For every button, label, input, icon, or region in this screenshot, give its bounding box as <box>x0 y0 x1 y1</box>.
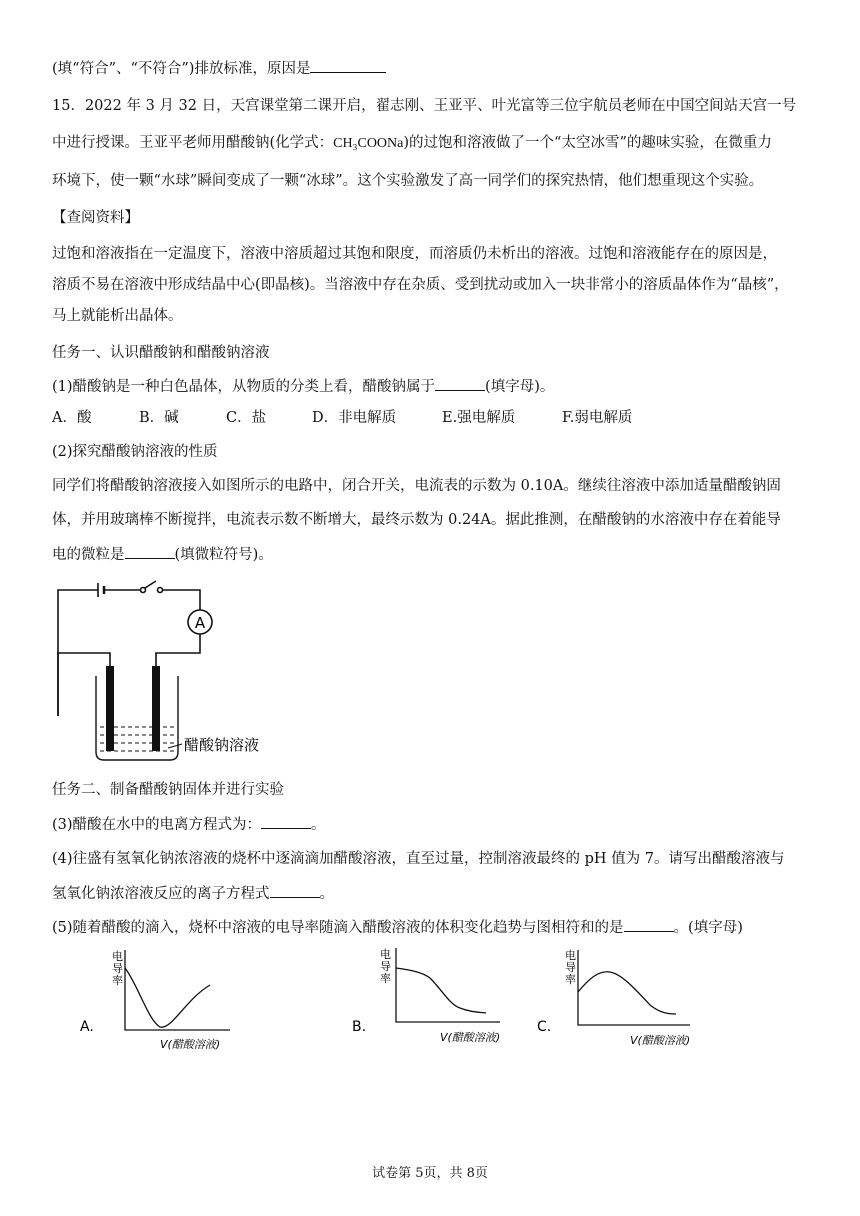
chemical-formula: CH₃COONa <box>333 136 404 151</box>
text: 15．2022 年 3 月 32 日，天宫课堂第二课开启，翟志刚、王亚平、叶光富等三位宇航员老师在中国空间站天宫一号 <box>52 98 797 114</box>
axes <box>396 948 500 1022</box>
text: (3)醋酸在水中的电离方程式为： <box>52 817 262 833</box>
page-footer <box>0 1162 860 1181</box>
ammeter-label: A <box>194 614 206 632</box>
text: 。(填字母) <box>673 920 743 936</box>
text: (填微粒符号)。 <box>174 547 273 563</box>
text: (填“符合”、“不符合”)排放标准，原因是 <box>52 61 311 77</box>
option-c[interactable]: C．盐 <box>226 410 267 426</box>
y-axis-label: 导 <box>112 962 123 975</box>
text: 环境下，使一颗“水球”瞬间变成了一颗“冰球”。这个实验激发了高一同学们的探究热情，他们想重现这个实验。 <box>52 173 764 189</box>
text: 【查阅资料】 <box>52 210 139 226</box>
graph-b-label[interactable]: B. <box>352 1019 367 1035</box>
y-axis-label: 电 <box>112 950 123 963</box>
option-f[interactable]: F.弱电解质 <box>562 410 633 426</box>
y-axis-label: 导 <box>565 961 576 974</box>
text: 任务一、认识醋酸钠和醋酸钠溶液 <box>52 345 270 361</box>
option-b[interactable]: B．碱 <box>139 410 179 426</box>
option-d[interactable]: D．非电解质 <box>312 410 397 426</box>
graph-b <box>352 947 500 1044</box>
x-axis-label: V(醋酸溶液) <box>440 1031 501 1044</box>
y-axis-label: 电 <box>380 948 391 961</box>
y-axis-label: 率 <box>380 972 391 985</box>
text: (5)随着醋酸的滴入，烧杯中溶液的电导率随滴入醋酸溶液的体积变化趋势与图相符和的是 <box>52 920 624 936</box>
text: )的过饱和溶液做了一个“太空冰雪”的趣味实验，在微重力 <box>403 135 772 151</box>
text: 氢氧化钠浓溶液反应的离子方程式 <box>52 886 270 902</box>
text: 中进行授课。王亚平老师用醋酸钠(化学式： <box>52 135 334 151</box>
text: (填字母)。 <box>485 379 555 395</box>
text: 体，并用玻璃棒不断搅拌，电流表示数不断增大，最终示数为 0.24A。据此推测，在醋酸钠的水溶液中存在着能导 <box>52 512 781 528</box>
text: (4)往盛有氢氧化钠浓溶液的烧杯中逐滴滴加醋酸溶液，直至过量，控制溶液最终的 pH 值为 7。请写出醋酸溶液与 <box>52 851 785 867</box>
x-axis-label: V(醋酸溶液) <box>630 1034 691 1047</box>
option-a[interactable]: A．酸 <box>52 410 92 426</box>
graph-c <box>537 948 690 1047</box>
text: 。 <box>311 817 326 833</box>
text: 电的微粒是 <box>52 547 125 563</box>
graph-c-label[interactable]: C. <box>537 1019 552 1035</box>
y-axis-label: 率 <box>112 974 123 987</box>
text: 马上就能析出晶体。 <box>52 308 183 324</box>
text: (2)探究醋酸钠溶液的性质 <box>52 444 218 460</box>
y-axis-label: 导 <box>380 960 391 973</box>
text: 溶质不易在溶液中形成结晶中心(即晶核)。当溶液中存在杂质、受到扰动或加入一块非常小的溶质晶体作为“晶核”， <box>52 277 789 293</box>
x-axis-label: V(醋酸溶液) <box>160 1038 221 1051</box>
graph-c-curve <box>578 972 676 1014</box>
text: 过饱和溶液指在一定温度下，溶液中溶质超过其饱和限度，而溶质仍未析出的溶液。过饱和溶液能存在的原因是， <box>52 246 777 262</box>
y-axis-label: 率 <box>565 973 576 986</box>
text: 同学们将醋酸钠溶液接入如图所示的电路中，闭合开关，电流表的示数为 0.10A。继续往溶液中添加适量醋酸钠固 <box>52 478 781 494</box>
graph-b-curve <box>396 968 486 1013</box>
option-e[interactable]: E.强电解质 <box>442 410 516 426</box>
solution-label: 醋酸钠溶液 <box>184 736 260 754</box>
graph-a <box>80 949 230 1051</box>
text: 。 <box>319 886 334 902</box>
text: 任务二、制备醋酸钠固体并进行实验 <box>52 782 284 798</box>
axes <box>125 950 230 1030</box>
page-number: 试卷第 5页，共 8页 <box>372 1166 488 1181</box>
y-axis-label: 电 <box>565 949 576 962</box>
graph-a-label[interactable]: A. <box>80 1019 94 1035</box>
graph-a-curve <box>125 968 210 1027</box>
text: (1)醋酸钠是一种白色晶体，从物质的分类上看，醋酸钠属于 <box>52 379 436 395</box>
